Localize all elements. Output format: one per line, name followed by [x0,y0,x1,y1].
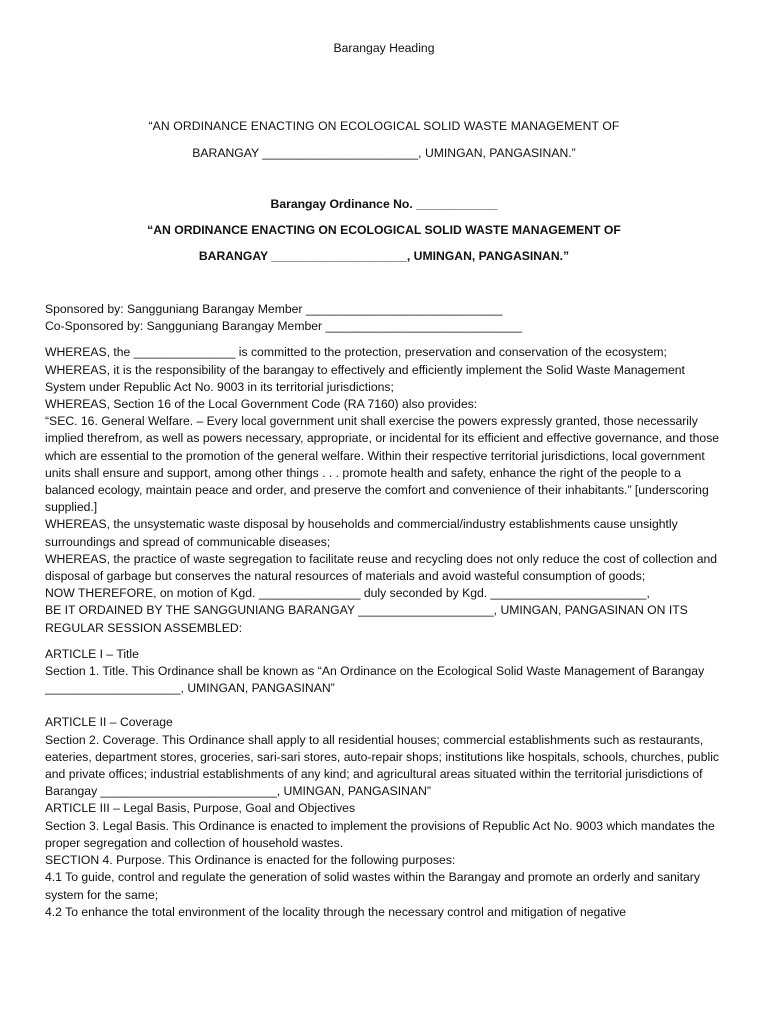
article-1-title: ARTICLE I – Title [45,646,139,661]
purpose-4-1: 4.1 To guide, control and regulate the generation of solid wastes within the Barangay and promote an orderly and sanitary system for the same; [45,870,700,902]
section-1-text: Section 1. Title. This Ordinance shall be known as “An Ordinance on the Ecological Solid Waste Management of Barangay ____________________, UMINGAN, PANGASINAN” [45,664,705,696]
whereas-clause: WHEREAS, it is the responsibility of the barangay to effectively and efficiently implement the Solid Waste Management System under Republic Act No. 9003 in its territorial jurisdictions; [45,362,685,394]
purpose-4-2: 4.2 To enhance the total environment of the locality through the necessary control and mitigation of negative [45,904,627,919]
ordaining-clause: BE IT ORDAINED BY THE SANGGUNIANG BARANGAY ____________________, UMINGAN, PANGASINAN ON ITS REGULAR SESSION ASSEMBLED: [45,603,688,635]
barangay-heading: Barangay Heading [333,41,435,55]
ordinance-title-line-1: “AN ORDINANCE ENACTING ON ECOLOGICAL SOLID WASTE MANAGEMENT OF [148,119,620,133]
ordinance-title-line-2: BARANGAY _______________________, UMINGAN, PANGASINAN.” [192,146,576,160]
whereas-clause: WHEREAS, the _______________ is committed to the protection, preservation and conservation of the ecosystem; [45,345,667,360]
quoted-section-16: “SEC. 16. General Welfare. – Every local government unit shall exercise the powers expressly granted, those necessarily implied therefrom, as well as powers necessary, appropriate, or incidental for its efficient and effective governance, and those which are essential to the promotion of the general welfare. Within their respective territorial jurisdictions, local government units shall ensure and support, among other things . . . promote health and safety, enhance the right of the people to a balanced ecology, maintain peace and order, and preserve the comfort and convenience of their inhabitants.” [underscoring supplied.] [45,414,720,515]
co-sponsored-by: Co-Sponsored by: Sangguniang Barangay Member _____________________________ [45,319,523,334]
section-2-text: Section 2. Coverage. This Ordinance shall apply to all residential houses; commercial establishments such as restaurants, eateries, department stores, groceries, sari-sari stores, auto-repair shops; institutions like hospitals, schools, churches, public and private offices; industrial establishments of any kind; and agricultural areas situated within the territorial jurisdictions of Barangay __________________________, UMINGAN, PANGASINAN” [45,732,720,799]
motion-clause: NOW THEREFORE, on motion of Kgd. _______________ duly seconded by Kgd. _______________________, [45,586,650,601]
section-3-text: Section 3. Legal Basis. This Ordinance is enacted to implement the provisions of Republic Act No. 9003 which mandates the proper segregation and collection of household wastes. [45,818,715,850]
whereas-clause: WHEREAS, the unsystematic waste disposal by households and commercial/industry establishments cause unsightly surroundings and spread of communicable diseases; [45,517,678,549]
sponsored-by: Sponsored by: Sangguniang Barangay Member _____________________________ [45,302,503,316]
bold-title-line-2: BARANGAY ____________________, UMINGAN, PANGASINAN.” [198,249,570,263]
whereas-clause: WHEREAS, Section 16 of the Local Government Code (RA 7160) also provides: [45,397,478,412]
article-3-title: ARTICLE III – Legal Basis, Purpose, Goal and Objectives [45,801,356,816]
article-2-title: ARTICLE II – Coverage [45,715,173,730]
bold-title-line-1: “AN ORDINANCE ENACTING ON ECOLOGICAL SOLID WASTE MANAGEMENT OF [147,223,621,237]
ordinance-number: Barangay Ordinance No. ____________ [270,197,498,211]
section-4-text: SECTION 4. Purpose. This Ordinance is enacted for the following purposes: [45,853,456,868]
ordinance-body [45,301,722,921]
whereas-clause: WHEREAS, the practice of waste segregation to facilitate reuse and recycling does not only reduce the cost of collection and disposal of garbage but conserves the natural resources of materials and avoid wasteful consumption of goods; [45,551,718,584]
